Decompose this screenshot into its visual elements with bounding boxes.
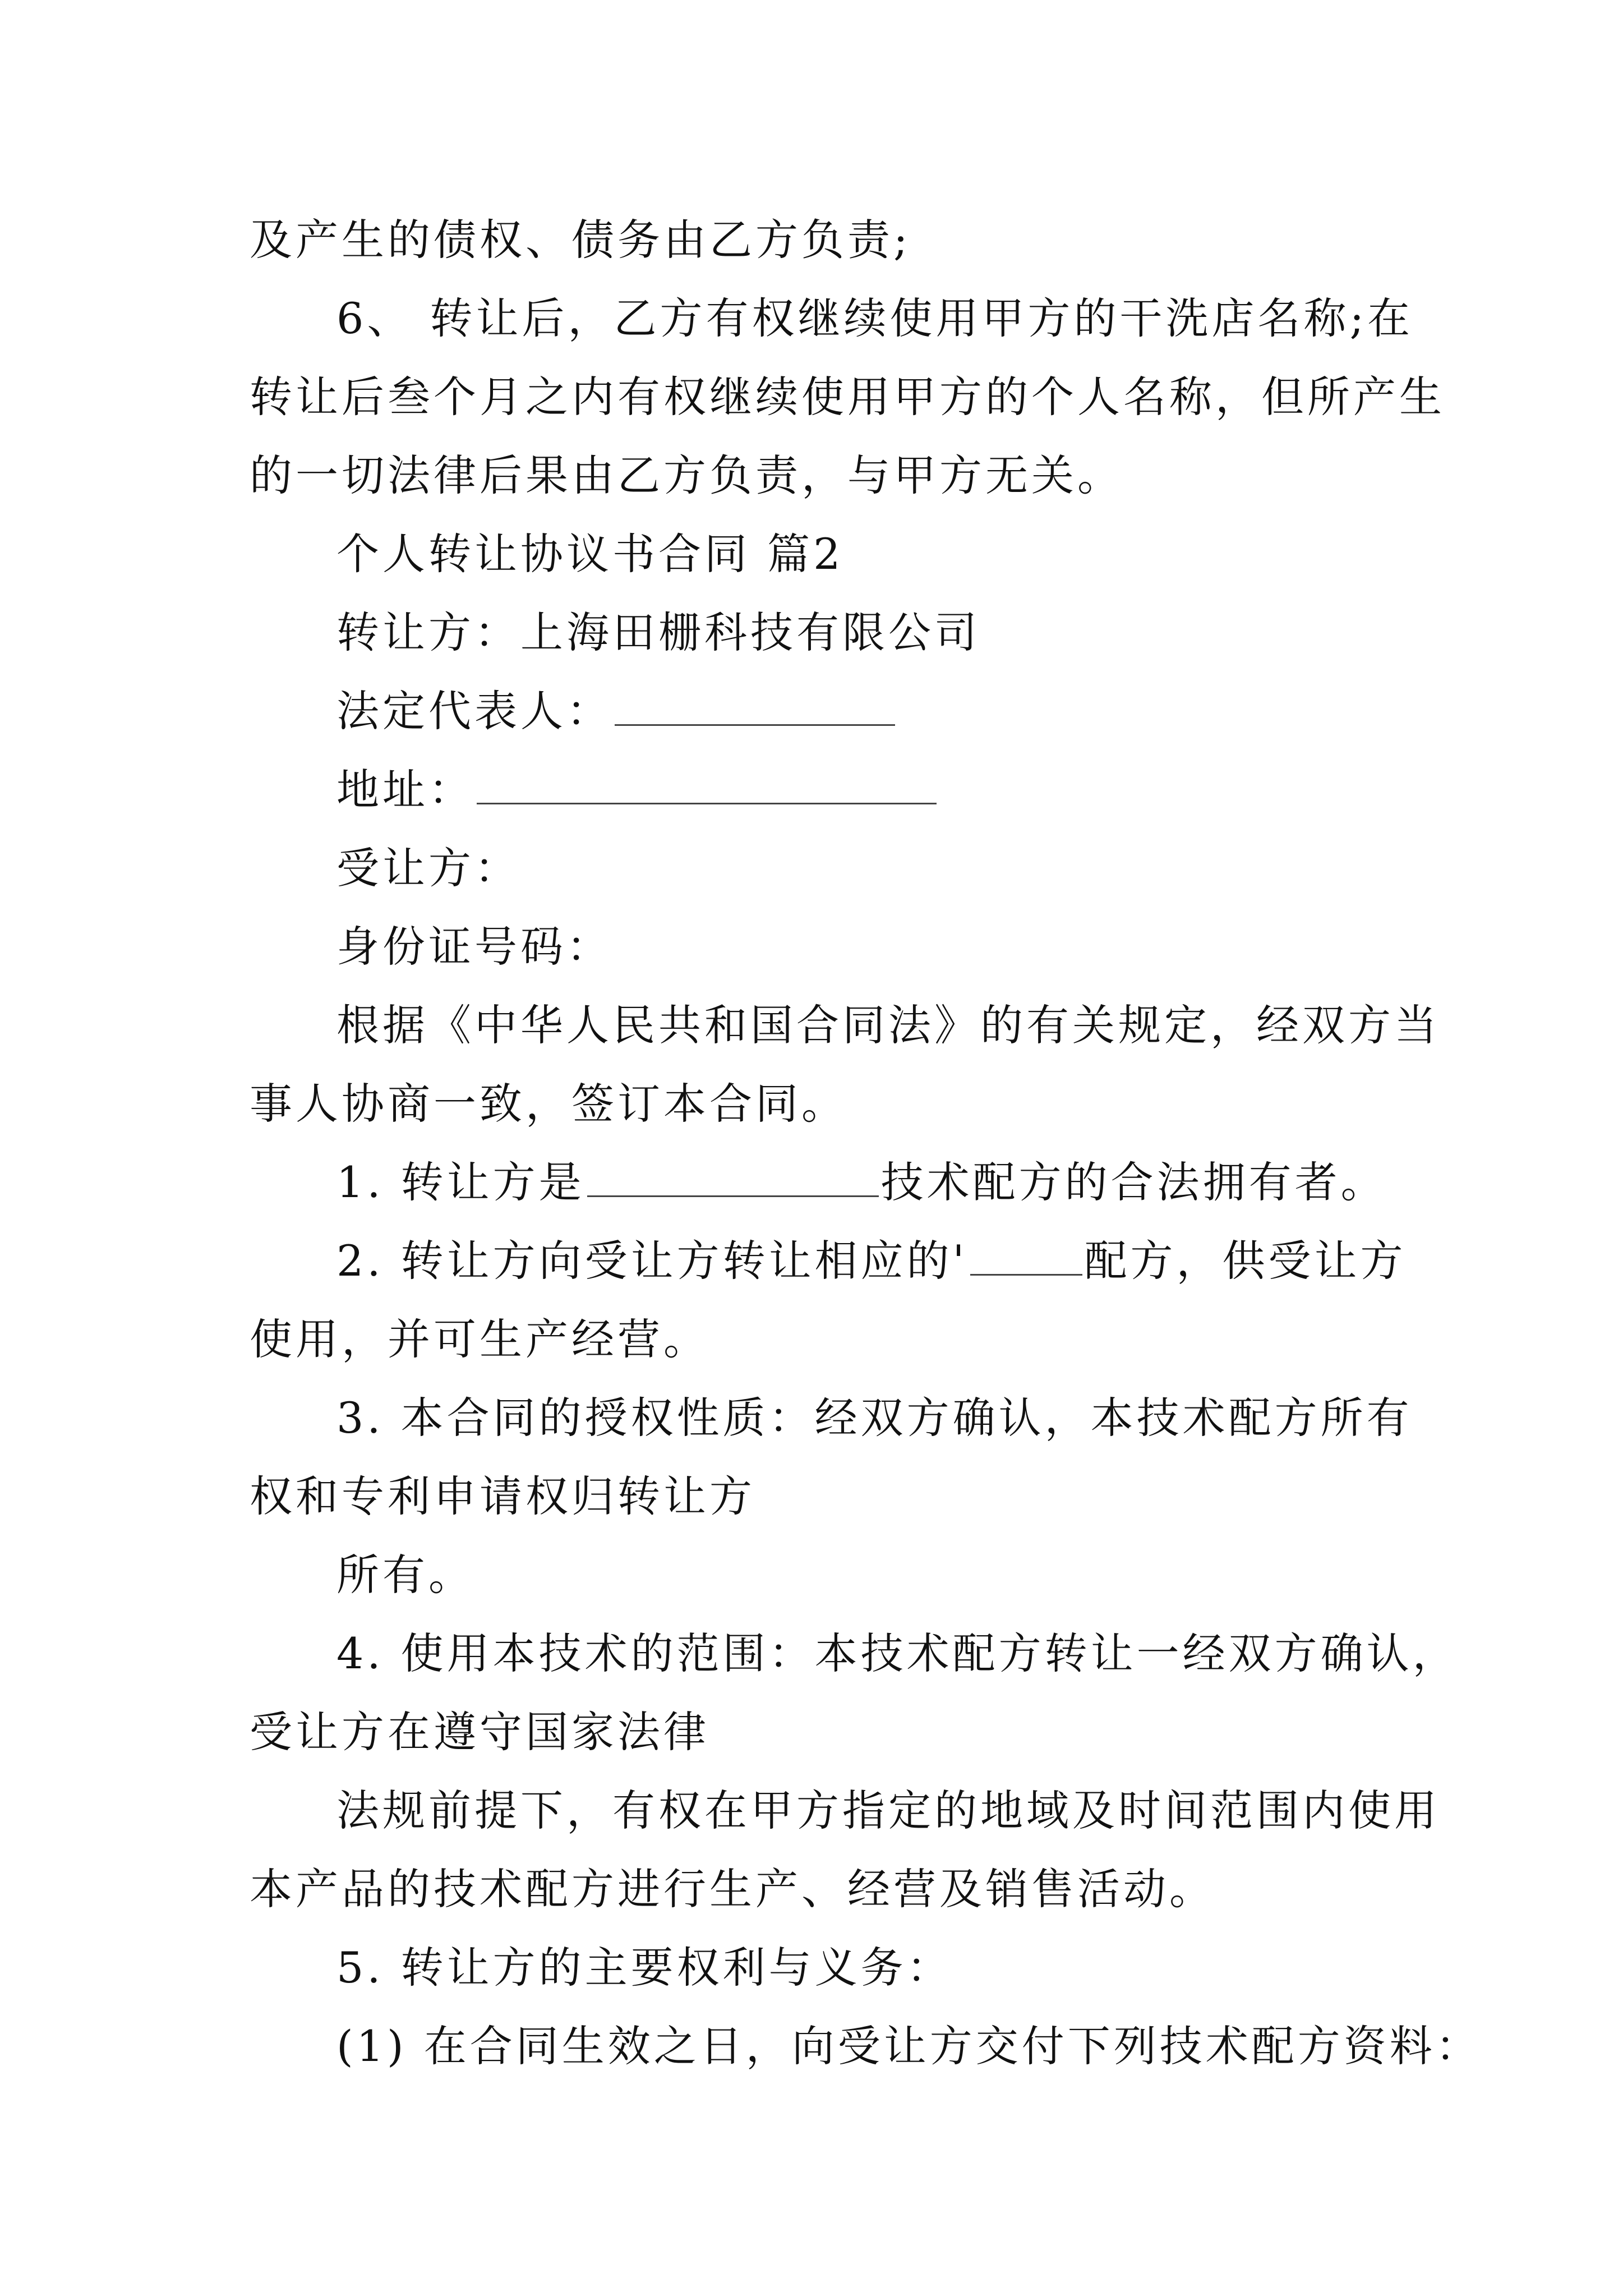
- transferor-line: 转让方：上海田栅科技有限公司: [336, 608, 980, 657]
- clause-1-blank: [587, 1156, 879, 1197]
- clause-5-heading: 5. 转让方的主要权利与义务：: [336, 1943, 953, 1993]
- clause-3-line-2: 权和专利申请权归转让方: [250, 1471, 755, 1521]
- legal-rep-line: [336, 683, 897, 739]
- preamble-line-2: 事人协商一致，签订本合同。: [250, 1079, 847, 1129]
- clause-4-line-2: 受让方在遵守国家法律: [250, 1707, 709, 1757]
- clause-6-line-2: 转让后叁个月之内有权继续使用甲方的个人名称，但所产生: [250, 372, 1445, 422]
- clause-1-pre: 1. 转让方是: [336, 1157, 585, 1207]
- clause-2-pre: 2. 转让方向受让方转让相应的': [336, 1236, 968, 1286]
- clause-3-line-3: 所有。: [336, 1550, 474, 1600]
- transferee-line: 受让方：: [336, 843, 520, 893]
- clause-2-blank: [970, 1235, 1082, 1276]
- clause-4-line-4: 本产品的技术配方进行生产、经营及销售活动。: [250, 1864, 1215, 1914]
- id-number-line: 身份证号码：: [336, 922, 612, 972]
- clause-6-line-1: 6、 转让后，乙方有权继续使用甲方的干洗店名称;在: [336, 293, 1414, 343]
- clause-2-line-2: 使用，并可生产经营。: [250, 1314, 709, 1364]
- address-label: 地址：: [336, 765, 474, 815]
- legal-rep-blank: [615, 685, 895, 726]
- clause-1-line: [336, 1154, 1387, 1211]
- clause-1-post: 技术配方的合法拥有者。: [880, 1157, 1387, 1207]
- clause-2-line-1: [336, 1233, 1407, 1289]
- text-line: 及产生的债权、债务由乙方负责;: [250, 215, 911, 265]
- legal-rep-label: 法定代表人：: [336, 686, 612, 736]
- clause-4-line-3: 法规前提下，有权在甲方指定的地域及时间范围内使用: [336, 1786, 1440, 1835]
- preamble-line-1: 根据《中华人民共和国合同法》的有关规定，经双方当: [336, 1000, 1440, 1050]
- clause-4-line-1: 4. 使用本技术的范围：本技术配方转让一经双方确认，: [336, 1628, 1459, 1678]
- clause-6-line-3: 的一切法律后果由乙方负责，与甲方无关。: [250, 450, 1123, 500]
- clause-3-line-1: 3. 本合同的授权性质：经双方确认，本技术配方所有: [336, 1393, 1413, 1443]
- address-blank: [477, 763, 937, 804]
- clause-2-post: 配方，供受让方: [1084, 1236, 1407, 1286]
- section-heading: 个人转让协议书合同 篇2: [336, 529, 844, 579]
- clause-5-item-1: (1) 在合同生效之日，向受让方交付下列技术配方资料：: [336, 2021, 1482, 2071]
- address-line: [336, 762, 939, 818]
